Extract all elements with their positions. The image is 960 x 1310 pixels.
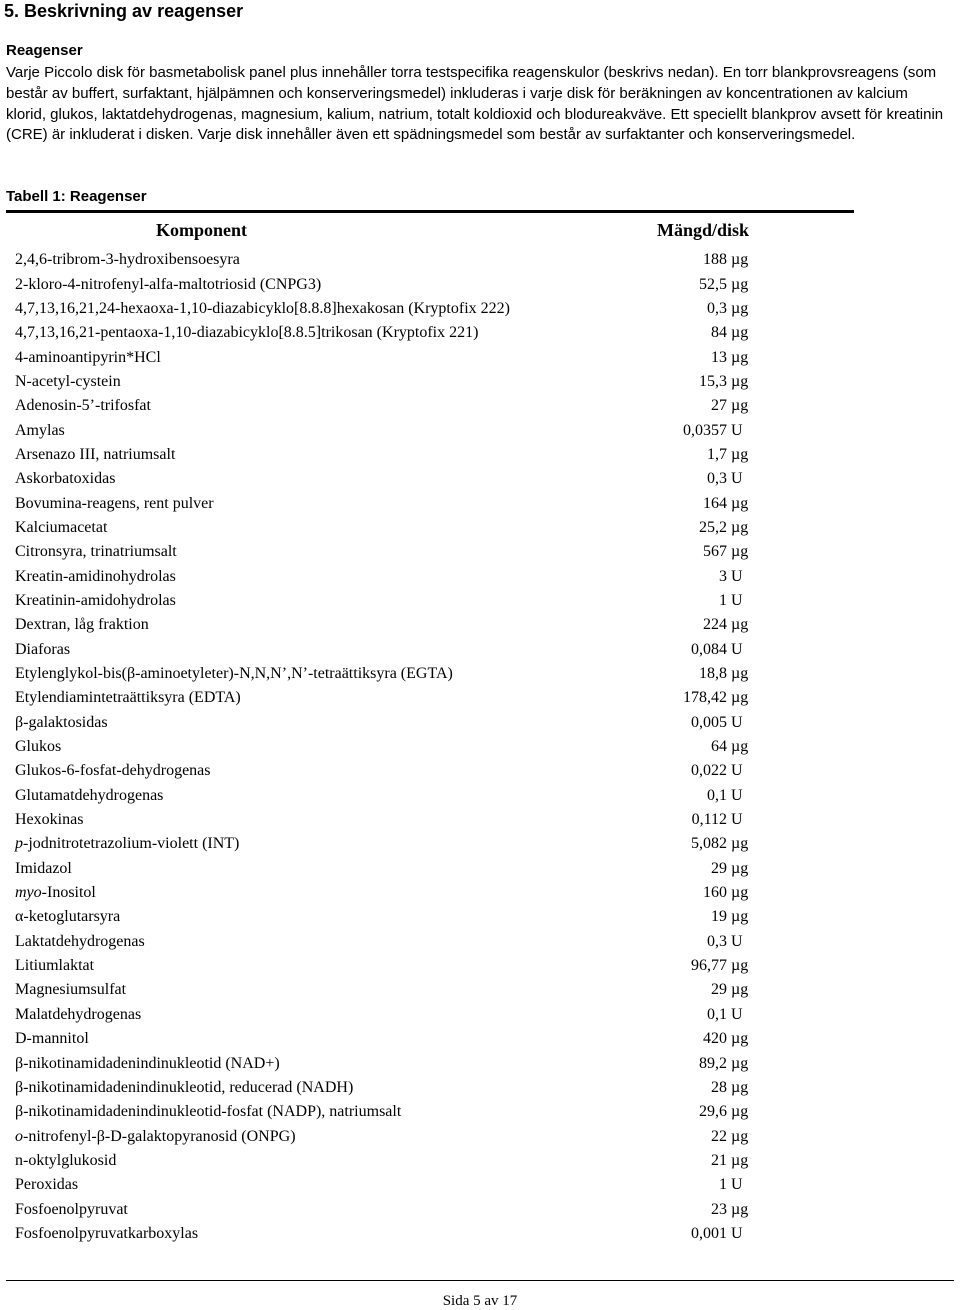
reagent-unit: U [731,786,743,804]
reagent-unit: µg [731,908,749,926]
reagent-amount: 0,3 [707,299,727,317]
table-row [15,1197,765,1221]
reagent-name: Kalciumacetat [15,518,108,536]
table-row [15,686,765,710]
reagent-unit: µg [731,859,749,877]
reagent-amount: 0,3 [707,470,727,488]
reagent-unit: µg [731,1127,749,1145]
reagent-unit: µg [731,397,749,415]
reagent-amount: 3 [719,567,727,585]
reagent-amount: 0,1 [707,786,727,804]
reagent-name: Kreatin-amidinohydrolas [15,567,176,585]
reagent-amount: 23 [711,1200,727,1218]
table-row [15,759,765,783]
table-row [15,1173,765,1197]
reagent-name: Askorbatoxidas [15,470,116,488]
reagent-amount: 420 [703,1030,727,1048]
table-top-rule [6,210,854,213]
reagent-unit: µg [731,518,749,536]
table-row [15,954,765,978]
reagent-name: β-nikotinamidadenindinukleotid (NAD+) [15,1054,280,1072]
column-header-component: Komponent [156,220,248,240]
reagent-amount: 13 [711,348,727,366]
reagent-unit: U [731,640,743,658]
table-row [15,345,765,369]
reagent-unit: µg [731,957,749,975]
reagent-name: β-galaktosidas [15,713,108,731]
reagent-unit: µg [731,981,749,999]
reagent-amount: 224 [703,616,727,634]
reagent-name: β-nikotinamidadenindinukleotid-fosfat (NADP), natriumsalt [15,1103,402,1121]
reagent-name: Adenosin-5’-trifosfat [15,397,151,415]
reagent-amount: 0,084 [691,640,727,658]
table-row [15,248,765,272]
reagent-unit: µg [731,1200,749,1218]
reagent-unit: µg [731,738,749,756]
reagent-amount: 178,42 [683,689,727,707]
reagent-table-body [15,248,765,1246]
reagent-unit: U [731,1005,743,1023]
reagent-name: Imidazol [15,859,72,877]
reagent-unit: U [731,591,743,609]
table-row [15,443,765,467]
reagent-unit: µg [731,616,749,634]
table-row [15,1051,765,1075]
description-paragraph: Varje Piccolo disk för basmetabolisk panel plus innehåller torra testspecifika reagenskulor (beskrivs nedan). En torr blankprovsreagens (som består av buffert, surfaktant, hjälpämnen och konserveringsmedel) inkluderas i varje disk för beräkningen av koncentrationen av kalcium klorid, glukos, laktatdehydrogenas, magnesium, kalium, natrium, totalt koldioxid och blodureakväve. Ett speciellt blankprov avsett för kreatinin (CRE) är inkluderat i disken. Varje disk innehåller även ett spädningsmedel som består av surfaktanter och konserveringsmedel. [6,64,944,144]
reagent-amount: 25,2 [699,518,727,536]
reagent-amount: 160 [703,884,727,902]
reagent-name: Glukos [15,738,62,756]
table-row [15,370,765,394]
reagent-unit: µg [731,1103,749,1121]
table-row [15,1027,765,1051]
table-row [15,832,765,856]
reagent-amount: 21 [711,1151,727,1169]
reagent-unit: U [731,470,743,488]
subheading: Reagenser [6,42,83,59]
reagent-amount: 22 [711,1127,727,1145]
footer-rule [6,1280,954,1281]
reagent-unit: U [731,567,743,585]
reagent-name: 4,7,13,16,21,24-hexaoxa-1,10-diazabicyklo[8.8.8]hexakosan (Kryptofix 222) [15,299,510,317]
column-header-amount: Mängd/disk [657,220,750,240]
table-row [15,418,765,442]
reagent-name: D-mannitol [15,1030,89,1048]
reagent-name: N-acetyl-cystein [15,372,121,390]
reagent-amount: 29 [711,859,727,877]
reagent-unit: µg [731,251,749,269]
reagent-unit: µg [731,835,749,853]
reagent-name: Kreatinin-amidohydrolas [15,591,176,609]
reagent-name: Glukos-6-fosfat-dehydrogenas [15,762,211,780]
table-row [15,1222,765,1246]
page-number: Sida 5 av 17 [442,1293,518,1309]
reagent-name: 2-kloro-4-nitrofenyl-alfa-maltotriosid (CNPG3) [15,275,322,293]
reagent-name: Dextran, låg fraktion [15,616,149,634]
table-caption: Tabell 1: Reagenser [6,188,147,205]
reagent-name: Fosfoenolpyruvatkarboxylas [15,1224,199,1242]
reagent-amount: 29 [711,981,727,999]
reagent-amount: 89,2 [699,1054,727,1072]
reagent-unit: µg [731,324,749,342]
reagent-name: Glutamatdehydrogenas [15,786,164,804]
reagent-name: Bovumina-reagens, rent pulver [15,494,214,512]
reagent-name: Peroxidas [15,1176,79,1194]
table-row [15,321,765,345]
reagent-name: β-nikotinamidadenindinukleotid, reducerad (NADH) [15,1078,354,1096]
table-row [15,905,765,929]
reagent-amount: 0,1 [707,1005,727,1023]
reagent-amount: 567 [703,543,727,561]
table-row [15,540,765,564]
reagent-unit: µg [731,1078,749,1096]
table-row [15,467,765,491]
reagent-amount: 28 [711,1078,727,1096]
reagent-name: Etylendiamintetraättiksyra (EDTA) [15,689,241,707]
reagent-name: o-nitrofenyl-β-D-galaktopyranosid (ONPG) [15,1127,296,1145]
table-row [15,1124,765,1148]
table-row [15,1003,765,1027]
table-row [15,1076,765,1100]
reagent-name: 4-aminoantipyrin*HCl [15,348,161,366]
table-row [15,297,765,321]
reagent-unit: µg [731,689,749,707]
table-row [15,564,765,588]
reagent-amount: 0,022 [691,762,727,780]
table-row [15,711,765,735]
reagent-unit: µg [731,494,749,512]
reagent-name: Etylenglykol-bis(β-aminoetyleter)-N,N,N’,N’-tetraättiksyra (EGTA) [15,665,453,683]
reagent-unit: µg [731,445,749,463]
table-row [15,394,765,418]
reagent-amount: 1 [719,591,727,609]
section-heading: 5. Beskrivning av reagenser [4,1,244,21]
table-row [15,272,765,296]
reagent-unit: U [731,762,743,780]
reagent-unit: µg [731,348,749,366]
reagent-unit: U [731,421,743,439]
reagent-unit: µg [731,372,749,390]
reagent-unit: µg [731,884,749,902]
table-row [15,784,765,808]
reagent-unit: U [731,1176,743,1194]
table-row [15,808,765,832]
reagent-unit: µg [731,1054,749,1072]
reagent-amount: 164 [703,494,727,512]
reagent-unit: µg [731,665,749,683]
reagent-name: 2,4,6-tribrom-3-hydroxibensoesyra [15,251,240,269]
table-row [15,881,765,905]
reagent-amount: 0,112 [691,811,727,829]
reagent-amount: 1 [719,1176,727,1194]
table-row [15,930,765,954]
reagent-amount: 0,001 [691,1224,727,1242]
reagent-unit: U [731,1224,743,1242]
reagent-amount: 1,7 [707,445,727,463]
reagent-name: Malatdehydrogenas [15,1005,142,1023]
reagent-name: Amylas [15,421,65,439]
reagent-amount: 27 [711,397,727,415]
reagent-name: Arsenazo III, natriumsalt [15,445,176,463]
reagent-amount: 96,77 [691,957,727,975]
table-row [15,978,765,1002]
reagent-name: n-oktylglukosid [15,1151,117,1169]
reagent-unit: U [731,811,743,829]
table-row [15,516,765,540]
reagent-amount: 52,5 [699,275,727,293]
reagent-name: myo-Inositol [15,884,96,902]
table-row [15,491,765,515]
reagent-amount: 15,3 [699,372,727,390]
reagent-unit: U [731,713,743,731]
reagent-amount: 29,6 [699,1103,727,1121]
reagent-unit: µg [731,275,749,293]
reagent-unit: U [731,932,743,950]
reagent-name: Hexokinas [15,811,84,829]
reagent-name: Magnesiumsulfat [15,981,127,999]
reagent-amount: 64 [711,738,727,756]
reagent-amount: 188 [703,251,727,269]
table-row [15,1100,765,1124]
reagent-amount: 18,8 [699,665,727,683]
reagent-name: p-jodnitrotetrazolium-violett (INT) [15,835,240,853]
table-row [15,735,765,759]
reagent-amount: 0,005 [691,713,727,731]
reagent-name: Citronsyra, trinatriumsalt [15,543,177,561]
reagent-amount: 0,3 [707,932,727,950]
table-row [15,638,765,662]
reagent-amount: 84 [711,324,727,342]
table-row [15,857,765,881]
reagent-unit: µg [731,1030,749,1048]
reagent-amount: 5,082 [691,835,727,853]
reagent-unit: µg [731,1151,749,1169]
table-row [15,589,765,613]
table-row [15,662,765,686]
table-row [15,613,765,637]
reagent-name: Laktatdehydrogenas [15,932,145,950]
reagent-name: Litiumlaktat [15,957,95,975]
reagent-amount: 0,0357 [683,421,727,439]
reagent-name: α-ketoglutarsyra [15,908,121,926]
reagent-name: Fosfoenolpyruvat [15,1200,128,1218]
reagent-name: 4,7,13,16,21-pentaoxa-1,10-diazabicyklo[8.8.5]trikosan (Kryptofix 221) [15,324,479,342]
reagent-amount: 19 [711,908,727,926]
reagent-unit: µg [731,543,749,561]
reagent-name: Diaforas [15,640,71,658]
table-row [15,1149,765,1173]
reagent-unit: µg [731,299,749,317]
